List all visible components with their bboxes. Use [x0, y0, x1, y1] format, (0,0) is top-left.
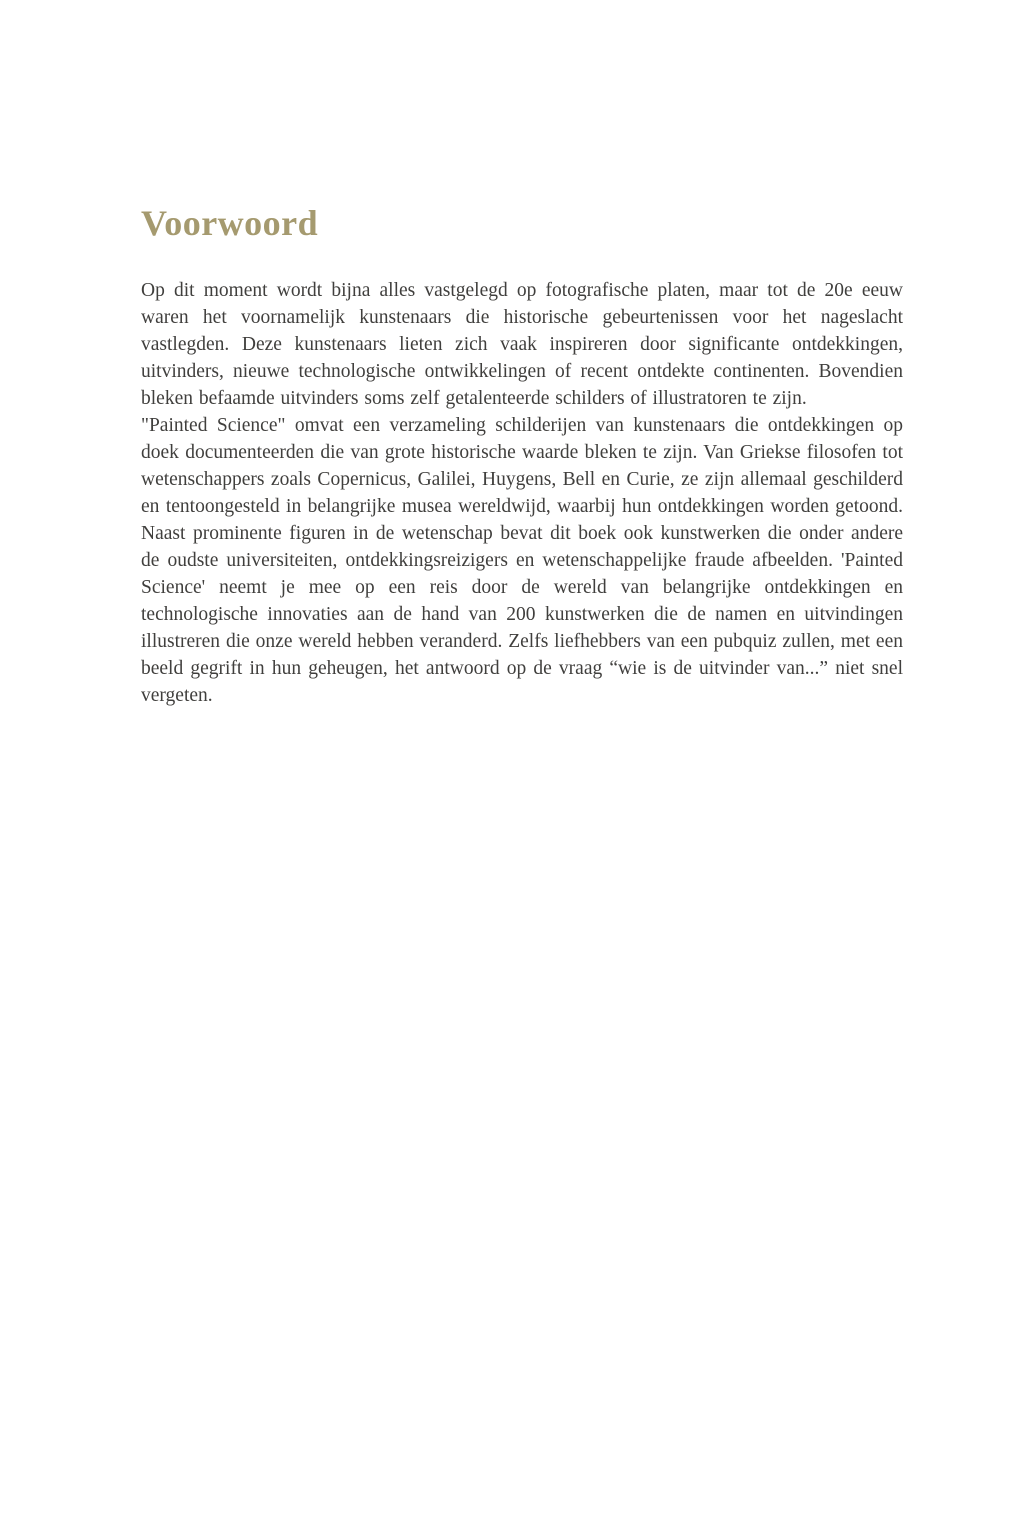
paragraph-2: "Painted Science" omvat een verzameling schilderijen van kunstenaars die ontdekkingen op doek documenteerden die van grote historische waarde bleken te zijn. Van Griekse filosofen tot wetenschappers zoals Copernicus, Galilei, Huygens, Bell en Curie, ze zijn allemaal geschilderd en tentoongesteld in belangrijke musea wereldwijd, waarbij hun ontdekkingen worden getoond. Naast prominente figuren in de wetenschap bevat dit boek ook kunstwerken die onder andere de oudste universiteiten, ontdekkingsreizigers en wetenschappelijke fraude afbeelden. 'Painted Science' neemt je mee op een reis door de wereld van belangrijke ontdekkingen en technologische innovaties aan de hand van 200 kunstwerken die de namen en uitvindingen illustreren die onze wereld hebben veranderd. Zelfs liefhebbers van een pubquiz zullen, met een beeld gegrift in hun geheugen, het antwoord op de vraag “wie is de uitvinder van...” niet snel vergeten.	[141, 414, 903, 706]
page-content	[141, 204, 903, 709]
page-title: Voorwoord	[141, 203, 319, 243]
paragraph-1: Op dit moment wordt bijna alles vastgelegd op fotografische platen, maar tot de 20e eeuw waren het voornamelijk kunstenaars die historische gebeurtenissen voor het nageslacht vastlegden. Deze kunstenaars lieten zich vaak inspireren door significante ontdekkingen, uitvinders, nieuwe technologische ontwikkelingen of recent ontdekte continenten. Bovendien bleken befaamde uitvinders soms zelf getalenteerde schilders of illustratoren te zijn.	[141, 279, 903, 409]
foreword-body	[141, 277, 903, 709]
